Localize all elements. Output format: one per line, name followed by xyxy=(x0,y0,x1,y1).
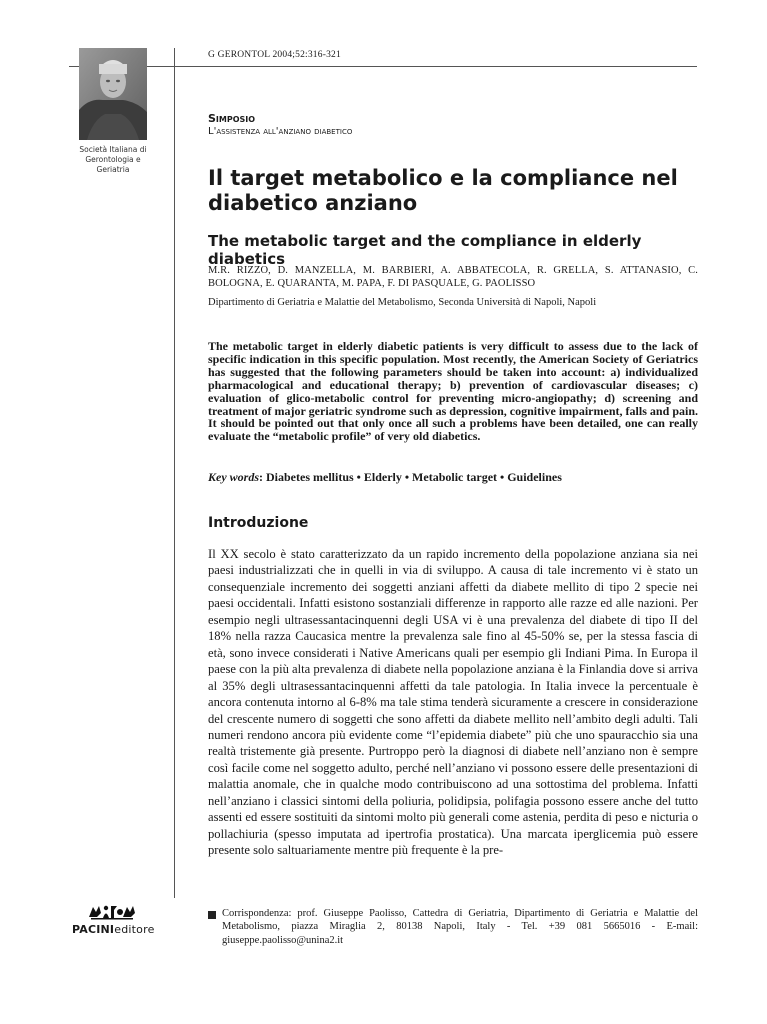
section-label: Simposio xyxy=(208,112,256,125)
keywords: Key words: Diabetes mellitus • Elderly • Metabolic target • Guidelines xyxy=(208,470,562,484)
header-vertical-rule xyxy=(174,48,175,898)
society-name: Società Italiana di Gerontologia e Geriatria xyxy=(79,145,147,174)
article-title-english: The metabolic target and the compliance in elderly diabetics xyxy=(208,232,642,268)
publisher-name xyxy=(72,923,155,936)
publisher-emblem-icon xyxy=(87,903,137,921)
publisher-logo xyxy=(72,903,155,936)
section-heading-introduzione: Introduzione xyxy=(208,515,309,531)
keywords-list: Diabetes mellitus • Elderly • Metabolic target • Guidelines xyxy=(266,470,562,484)
introduction-body-text: Il XX secolo è stato caratterizzato da un rapido incremento della popolazione anziana sia nei paesi industrializzati che in quelli in via di sviluppo. A causa di tale incremento vi è stato un consequenziale incremento dei soggetti anziani affetti da diabete mellito di tipo 2 specie nei paesi occidentali. Infatti esistono sostanziali differenze in rapporto alle razze ed alle nazioni. Per esempio negli ultrasessantacinquenni degli USA vi è una prevalenza del diabete di tipo II del 18% nella razza Caucasica mentre la prevalenza sale fino al 45-50% se, per la stessa fascia di età, sono invece considerati i Native Americans quali per esempio gli Indiani Pima. In Europa il paese con la più alta prevalenza di diabete nella popolazione anziana è la Finlandia dove si arriva al 35% degli ultrasessantacinquenni affetti da tale patologia. In Italia invece la percentuale è ancora contenuta intorno al 6-8% ma tale stima tenderà sicuramente a crescere in considerazione del crescente numero di soggetti che sono affetti da diabete mellito nell’ambito degli adulti. Tali numeri rendono ancora più evidente come “l’epidemia diabete” più che uno spauracchio sia una realtà tristemente già presente. Purtroppo però la diagnosi di diabete nell’anziano non è sempre così facile come nel soggetto adulto, perché nell’anziano vi possono essere delle presentazioni di malattia anomale, che in qualche modo contribuiscono ad una sottostima del problema. Infatti nell’anziano i classici sintomi della poliuria, polidipsia, polifagia possono essere anche del tutto assenti ed essere sostituiti da sintomi molto più generali come astenia, perdita di peso e nicturia o pollachiuria (spesso imputata ad ipertrofia prostatica). Una marcata iperglicemia può essere presente solo saltuariamente mentre più frequente è la pre- xyxy=(208,547,698,858)
article-title-italian: Il target metabolico e la compliance nel diabetico anziano xyxy=(208,166,678,215)
abstract: The metabolic target in elderly diabetic patients is very difficult to assess due to the lack of specific indication in this specific population. Most recently, the American Society of Geriatrics has suggested that the following parameters should be taken into account: a) individualized pharmacological and educational therapy; b) prevention of cardiovascular diseases; c) evaluation of glico-metabolic control for preventing micro-angiopathy; d) screening and treatment of major geriatric syndrome such as depression, cognitive impairment, falls and pain. It should be pointed out that only once all such a problems have been detailed, one can really evaluate the “metabolic profile” of very old diabetics. xyxy=(208,339,698,444)
section-sublabel: L'assistenza all'anziano diabetico xyxy=(208,126,353,137)
bullet-square-icon xyxy=(208,911,216,919)
publisher-name-bold: PACINI xyxy=(72,923,115,936)
correspondence-note: Corrispondenza: prof. Giuseppe Paolisso, Cattedra di Geriatria, Dipartimento di Geriatria e Malattie del Metabolismo, piazza Miraglia 2, 80138 Napoli, Italy - Tel. +39 081 5665016 - E-mail: giuseppe.paolisso@unina2.it xyxy=(222,908,698,946)
society-portrait-image xyxy=(79,48,147,140)
portrait-illustration xyxy=(79,48,147,140)
publisher-name-rest: editore xyxy=(114,923,155,936)
keywords-label: Key words xyxy=(208,470,259,484)
author-affiliation: Dipartimento di Geriatria e Malattie del Metabolismo, Seconda Università di Napoli, Napoli xyxy=(208,297,597,308)
journal-reference: G GERONTOL 2004;52:316-321 xyxy=(208,50,341,60)
author-list: M.R. RIZZO, D. MANZELLA, M. BARBIERI, A. ABBATECOLA, R. GRELLA, S. ATTANASIO, C. BOLOGNA, E. QUARANTA, M. PAPA, F. DI PASQUALE, G. PAOLISSO xyxy=(208,265,698,289)
header-horizontal-rule xyxy=(69,66,697,67)
section-label-block xyxy=(208,112,352,137)
